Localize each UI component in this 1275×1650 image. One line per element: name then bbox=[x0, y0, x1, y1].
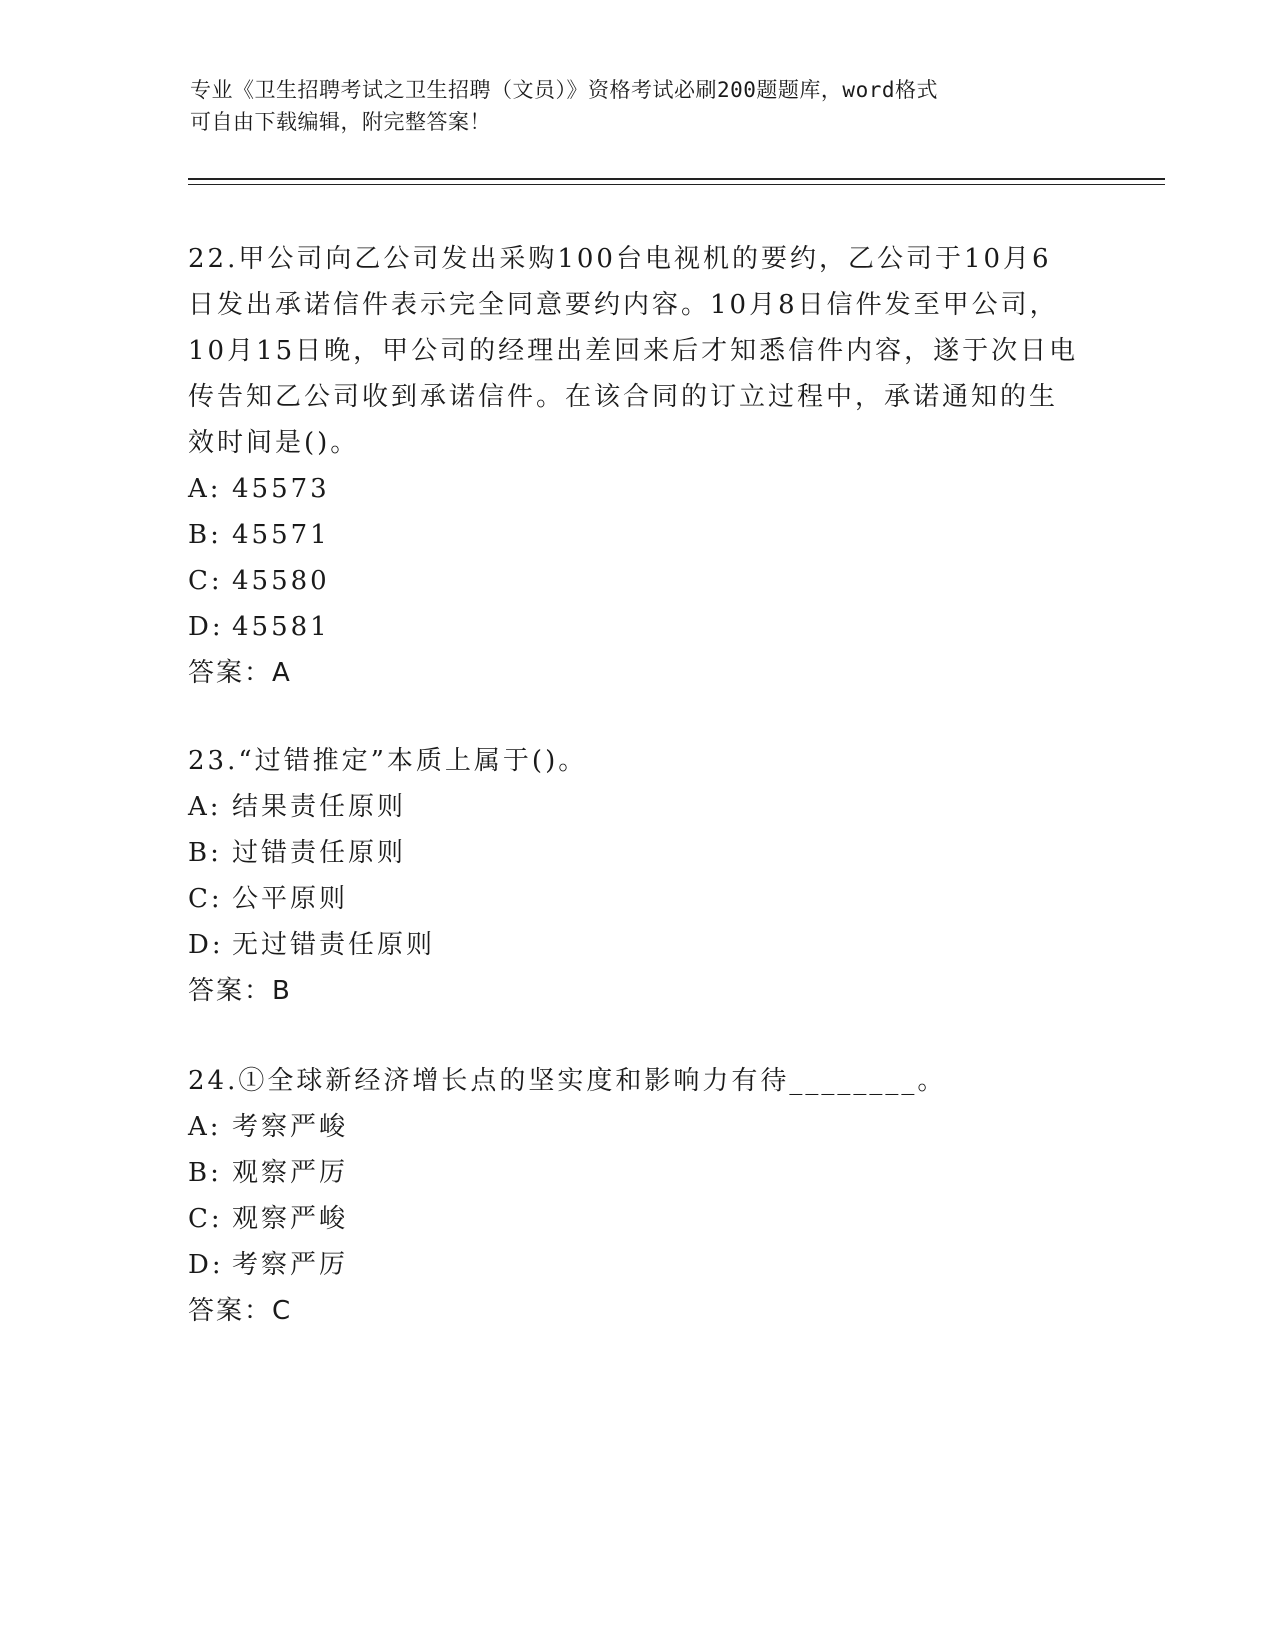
option-text: 观察严峻 bbox=[232, 1204, 349, 1234]
stem-line: 24.①全球新经济增长点的坚实度和影响力有待________。 bbox=[188, 1066, 947, 1096]
option-text: 45580 bbox=[232, 566, 330, 596]
option-text: 45571 bbox=[232, 520, 330, 550]
header-line-1: 专业《卫生招聘考试之卫生招聘（文员）》资格考试必刷200题题库，word格式 bbox=[190, 78, 938, 102]
option-text: 45581 bbox=[232, 612, 330, 642]
option-text: 结果责任原则 bbox=[232, 792, 407, 822]
question-24 bbox=[188, 1058, 1088, 1334]
document-header bbox=[190, 74, 1090, 138]
option-d bbox=[188, 922, 1088, 968]
option-b bbox=[188, 1150, 1088, 1196]
option-text: 公平原则 bbox=[232, 884, 349, 914]
option-text: 过错责任原则 bbox=[232, 838, 407, 868]
stem-line: 日发出承诺信件表示完全同意要约内容。10月8日信件发至甲公司， bbox=[188, 290, 1059, 320]
option-label: B: bbox=[188, 838, 222, 868]
option-text: 考察严峻 bbox=[232, 1112, 349, 1142]
stem-line: 10月15日晚，甲公司的经理出差回来后才知悉信件内容，遂于次日电 bbox=[188, 336, 1079, 366]
option-label: B: bbox=[188, 1158, 222, 1188]
header-line-2: 可自由下载编辑，附完整答案！ bbox=[190, 110, 491, 134]
stem-line: 22.甲公司向乙公司发出采购100台电视机的要约，乙公司于10月6 bbox=[188, 244, 1052, 274]
option-label: A: bbox=[188, 1112, 222, 1142]
answer: 答案：A bbox=[188, 658, 292, 688]
option-text: 无过错责任原则 bbox=[232, 930, 436, 960]
option-label: D: bbox=[188, 612, 224, 642]
question-22 bbox=[188, 236, 1088, 696]
option-label: D: bbox=[188, 930, 224, 960]
option-label: A: bbox=[188, 474, 222, 504]
question-23 bbox=[188, 738, 1088, 1014]
option-label: C: bbox=[188, 884, 223, 914]
option-b bbox=[188, 512, 1088, 558]
option-text: 考察严厉 bbox=[232, 1250, 349, 1280]
header-divider-thin bbox=[188, 184, 1165, 185]
option-a bbox=[188, 784, 1088, 830]
answer: 答案：C bbox=[188, 1296, 293, 1326]
option-c bbox=[188, 1196, 1088, 1242]
option-d bbox=[188, 604, 1088, 650]
question-stem bbox=[188, 738, 1088, 784]
option-a bbox=[188, 466, 1088, 512]
option-label: C: bbox=[188, 566, 223, 596]
option-d bbox=[188, 1242, 1088, 1288]
option-a bbox=[188, 1104, 1088, 1150]
answer: 答案：B bbox=[188, 976, 292, 1006]
option-label: C: bbox=[188, 1204, 223, 1234]
option-b bbox=[188, 830, 1088, 876]
question-stem bbox=[188, 236, 1088, 466]
option-label: D: bbox=[188, 1250, 224, 1280]
question-stem bbox=[188, 1058, 1088, 1104]
option-text: 45573 bbox=[232, 474, 330, 504]
stem-line: 传告知乙公司收到承诺信件。在该合同的订立过程中，承诺通知的生 bbox=[188, 382, 1059, 412]
header-divider-thick bbox=[188, 178, 1165, 180]
option-c bbox=[188, 876, 1088, 922]
stem-line: 23.“过错推定”本质上属于()。 bbox=[188, 746, 588, 776]
option-text: 观察严厉 bbox=[232, 1158, 349, 1188]
option-c bbox=[188, 558, 1088, 604]
option-label: B: bbox=[188, 520, 222, 550]
stem-line: 效时间是()。 bbox=[188, 428, 360, 458]
option-label: A: bbox=[188, 792, 222, 822]
